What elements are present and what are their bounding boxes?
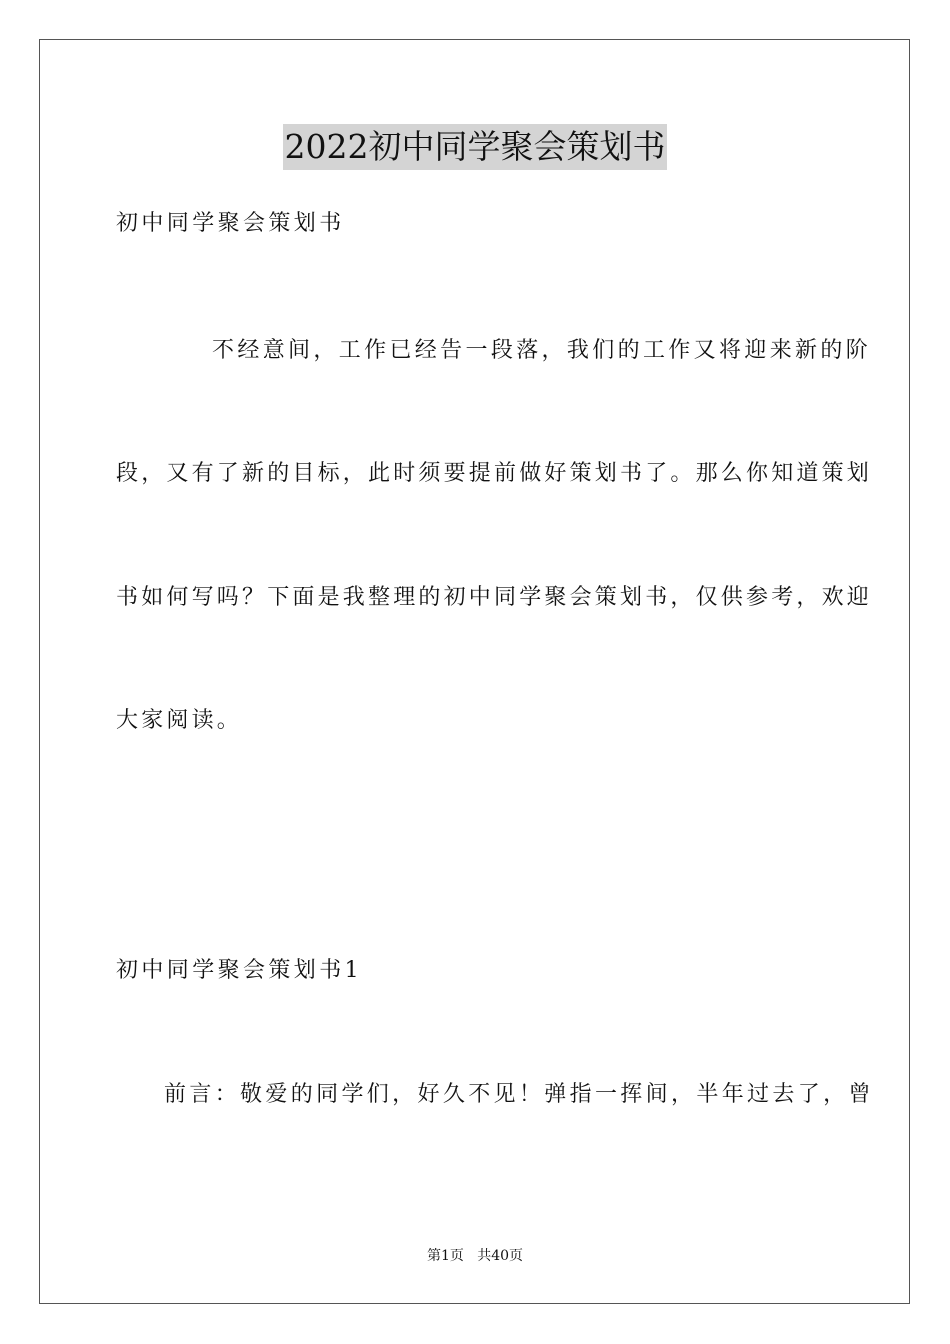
section-heading: 初中同学聚会策划书1: [116, 958, 362, 983]
intro-line: 段，又有了新的目标，此时须要提前做好策划书了。那么你知道策划: [116, 461, 873, 486]
intro-line: 书如何写吗？下面是我整理的初中同学聚会策划书，仅供参考，欢迎: [116, 585, 873, 610]
intro-line: 大家阅读。: [116, 708, 243, 733]
page-footer: 第1页 共40页: [426, 1248, 524, 1264]
document-subtitle: 初中同学聚会策划书: [116, 211, 345, 236]
section-line: 前言：敬爱的同学们，好久不见！弹指一挥间，半年过去了，曾: [164, 1082, 874, 1107]
intro-line: 不经意间，工作已经告一段落，我们的工作又将迎来新的阶: [212, 338, 872, 363]
title-container: [0, 124, 950, 170]
document-title: 2022初中同学聚会策划书: [283, 124, 668, 170]
